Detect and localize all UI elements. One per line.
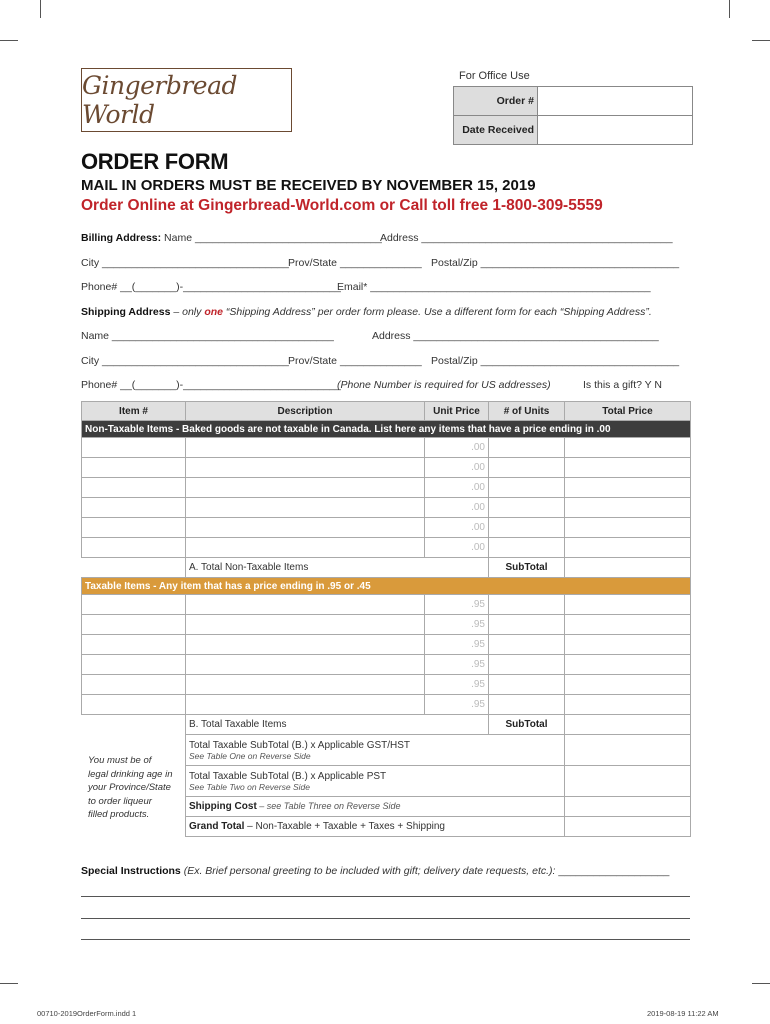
- table-row[interactable]: [82, 498, 691, 518]
- shipping-postal-field[interactable]: Postal/Zip __________________________________: [431, 355, 680, 367]
- subtotal-label: SubTotal: [489, 558, 565, 578]
- footer-timestamp: 2019-08-19 11:22 AM: [647, 1009, 719, 1018]
- footer-filename: 00710-2019OrderForm.indd 1: [37, 1009, 137, 1018]
- nontaxable-bar-text: Non-Taxable Items - Baked goods are not taxable in Canada. List here any items that have a price ending in .00: [82, 421, 691, 438]
- nontaxable-subtotal-field[interactable]: [565, 558, 691, 578]
- col-header-unit-price: Unit Price: [425, 402, 489, 421]
- gst-note: See Table One on Reverse Side: [189, 750, 311, 761]
- crop-mark: [0, 983, 18, 984]
- unit-price-cell[interactable]: .00: [425, 438, 489, 458]
- unit-price-cell[interactable]: .00: [425, 498, 489, 518]
- pst-label: Total Taxable SubTotal (B.) x Applicable PST: [189, 770, 387, 782]
- billing-name-row[interactable]: [81, 232, 382, 244]
- special-instructions-note: (Ex. Brief personal greeting to be included with gift; delivery date requests, etc.):: [180, 865, 556, 877]
- gst-total-field[interactable]: [565, 735, 691, 766]
- table-row[interactable]: [82, 438, 691, 458]
- shipping-cost-note: – see Table Three on Reverse Side: [256, 801, 401, 811]
- unit-price-cell[interactable]: .00: [425, 458, 489, 478]
- table-row[interactable]: [82, 675, 691, 695]
- pst-total-field[interactable]: [565, 766, 691, 797]
- grand-total-field[interactable]: [565, 817, 691, 837]
- unit-price-cell[interactable]: .95: [425, 595, 489, 615]
- table-row[interactable]: [82, 615, 691, 635]
- special-instructions-field[interactable]: ___________________: [555, 865, 670, 877]
- taxable-total-row: [82, 715, 691, 735]
- billing-address-field[interactable]: Address ___________________________________________: [380, 232, 673, 244]
- crop-mark: [0, 40, 18, 41]
- unit-price-cell[interactable]: .00: [425, 518, 489, 538]
- table-row[interactable]: [82, 595, 691, 615]
- total-taxable-label: B. Total Taxable Items: [186, 715, 489, 735]
- table-row[interactable]: [82, 635, 691, 655]
- shipping-phone-field[interactable]: Phone# __(_______)-___________________________: [81, 379, 341, 391]
- shipping-cost-label: Shipping Cost: [189, 801, 257, 812]
- date-received-field[interactable]: [538, 116, 693, 145]
- crop-mark: [752, 40, 770, 41]
- billing-city-field[interactable]: City ________________________________: [81, 257, 289, 269]
- taxable-subtotal-field[interactable]: [565, 715, 691, 735]
- liqueur-age-notice: You must be of legal drinking age in your Province/State to order liqueur filled products.: [88, 755, 173, 820]
- shipping-prov-field[interactable]: Prov/State ______________: [288, 355, 422, 367]
- gingerbread-world-logo: [81, 68, 292, 132]
- shipping-cost-field[interactable]: [565, 797, 691, 817]
- shipping-address-field[interactable]: Address __________________________________________: [372, 330, 659, 342]
- billing-postal-field[interactable]: Postal/Zip __________________________________: [431, 257, 680, 269]
- gift-question[interactable]: Is this a gift? Y N: [583, 379, 662, 391]
- shipping-city-field[interactable]: City ________________________________: [81, 355, 289, 367]
- unit-price-cell[interactable]: .95: [425, 655, 489, 675]
- billing-email-field[interactable]: Email* ________________________________________________: [337, 281, 651, 293]
- grand-total-note: – Non-Taxable + Taxable + Taxes + Shipping: [244, 821, 445, 832]
- special-instructions-row[interactable]: [81, 865, 669, 877]
- col-header-item: Item #: [82, 402, 186, 421]
- taxable-section-bar: [82, 578, 691, 595]
- unit-price-cell[interactable]: .95: [425, 695, 489, 715]
- shipping-name-field[interactable]: Name ______________________________________: [81, 330, 334, 342]
- gst-label: Total Taxable SubTotal (B.) x Applicable GST/HST: [189, 739, 411, 751]
- instructions-line[interactable]: [81, 896, 690, 897]
- shipping-address-heading: [81, 306, 652, 318]
- order-number-field[interactable]: [538, 87, 693, 116]
- table-row[interactable]: [82, 655, 691, 675]
- table-row[interactable]: [82, 518, 691, 538]
- billing-prov-field[interactable]: Prov/State ______________: [288, 257, 422, 269]
- billing-address-label: Billing Address:: [81, 232, 162, 244]
- order-number-label: Order #: [454, 87, 538, 116]
- order-online-notice: Order Online at Gingerbread-World.com or Call toll free 1-800-309-5559: [81, 197, 603, 214]
- shipping-note-one: one: [204, 306, 223, 318]
- instructions-line[interactable]: [81, 939, 690, 940]
- deadline-notice: MAIL IN ORDERS MUST BE RECEIVED BY NOVEMBER 15, 2019: [81, 177, 536, 194]
- billing-name-field[interactable]: Name ________________________________: [164, 232, 382, 244]
- shipping-address-label: Shipping Address: [81, 306, 171, 318]
- shipping-note-post: “Shipping Address” per order form please. Use a different form for each “Shipping Address”.: [222, 306, 652, 318]
- date-received-label: Date Received: [454, 116, 538, 145]
- page-title: ORDER FORM: [81, 149, 229, 174]
- unit-price-cell[interactable]: .95: [425, 675, 489, 695]
- subtotal-label: SubTotal: [489, 715, 565, 735]
- unit-price-cell[interactable]: .00: [425, 478, 489, 498]
- crop-mark: [729, 0, 730, 18]
- table-row[interactable]: [82, 478, 691, 498]
- table-row[interactable]: [82, 538, 691, 558]
- pst-note: See Table Two on Reverse Side: [189, 781, 310, 792]
- office-use-table: [453, 86, 693, 145]
- billing-phone-field[interactable]: Phone# __(_______)-___________________________: [81, 281, 341, 293]
- instructions-line[interactable]: [81, 918, 690, 919]
- col-header-total: Total Price: [565, 402, 691, 421]
- phone-required-note: (Phone Number is required for US addresses): [337, 379, 551, 391]
- table-row[interactable]: [82, 695, 691, 715]
- grand-total-label: Grand Total: [189, 821, 245, 832]
- logo-text: Gingerbread World: [82, 71, 237, 129]
- unit-price-cell[interactable]: .00: [425, 538, 489, 558]
- shipping-note-pre: – only: [170, 306, 205, 318]
- nontaxable-section-bar: [82, 421, 691, 438]
- nontaxable-total-row: [82, 558, 691, 578]
- table-header-row: [82, 402, 691, 421]
- table-row[interactable]: [82, 458, 691, 478]
- col-header-units: # of Units: [489, 402, 565, 421]
- total-nontaxable-label: A. Total Non-Taxable Items: [186, 558, 489, 578]
- col-header-description: Description: [186, 402, 425, 421]
- unit-price-cell[interactable]: .95: [425, 615, 489, 635]
- special-instructions-label: Special Instructions: [81, 865, 181, 877]
- crop-mark: [752, 983, 770, 984]
- unit-price-cell[interactable]: .95: [425, 635, 489, 655]
- crop-mark: [40, 0, 41, 18]
- office-use-label: For Office Use: [459, 70, 530, 82]
- taxable-bar-text: Taxable Items - Any item that has a price ending in .95 or .45: [82, 578, 691, 595]
